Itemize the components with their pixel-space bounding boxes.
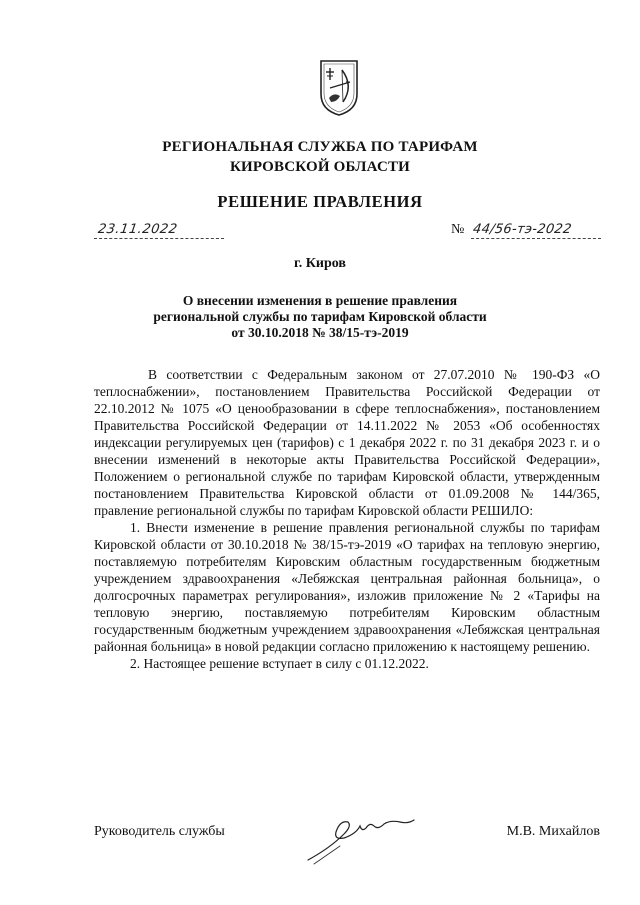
item-2-paragraph: 2. Настоящее решение вступает в силу с 01.12.2022. [130, 656, 429, 671]
date-underline [94, 238, 224, 239]
date-value: 23.11.2022 [96, 222, 179, 237]
coat-of-arms-icon [318, 58, 360, 118]
city: г. Киров [294, 256, 346, 271]
signatory-name: М.В. Михайлов [506, 824, 600, 839]
subject [100, 293, 540, 341]
date-field [94, 218, 224, 242]
org-line-1: РЕГИОНАЛЬНАЯ СЛУЖБА ПО ТАРИФАМ [162, 139, 478, 155]
preamble-paragraph: В соответствии с Федеральным законом от 27.07.2010 № 190-ФЗ «О теплоснабжении», постановлением Правительства Российской Федерации от 22.10.2012 № 1075 «О ценообразовании в сфере теплоснабжения», постановлением Правительства Российской Федерации от 14.11.2022 № 2053 «Об особенностях индексации регулируемых цен (тарифов) с 1 декабря 2022 г. по 31 декабря 2023 г. и о внесении изменений в некоторые акты Правительства Российской Федерации», Положением о региональной службе по тарифам Кировской области, утвержденным постановлением Правительства Кировской области от 01.09.2008 № 144/365, правление региональной службы по тарифам Кировской области РЕШИЛО: [94, 367, 600, 518]
item-1-paragraph: 1. Внести изменение в решение правления региональной службы по тарифам Кировской области от 30.10.2018 № 38/15-тэ-2019 «О тарифах на тепловую энергию, поставляемую потребителям Кировским областным государственным бюджетным учреждением здравоохранения «Лебяжская центральная районная больница», о долгосрочных параметрах регулирования», изложив приложение № 2 «Тарифы на тепловую энергию, поставляемую потребителям Кировским областным государственным бюджетным учреждением здравоохранения «Лебяжская центральная районная больница» в новой редакции согласно приложению к настоящему решению. [94, 520, 600, 654]
document-type: РЕШЕНИЕ ПРАВЛЕНИЯ [217, 192, 423, 211]
subject-line-3: от 30.10.2018 № 38/15-тэ-2019 [231, 325, 409, 340]
number-underline [471, 238, 601, 239]
number-value: 44/56-тэ-2022 [471, 222, 573, 237]
subject-line-1: О внесении изменения в решение правления [182, 293, 458, 308]
organization-name [0, 137, 640, 177]
number-field [451, 218, 601, 242]
org-line-2: КИРОВСКОЙ ОБЛАСТИ [229, 159, 411, 175]
number-sign: № [451, 222, 465, 237]
subject-line-2: региональной службы по тарифам Кировской области [153, 309, 487, 324]
document-body [94, 366, 600, 672]
signatory-role: Руководитель службы [94, 824, 225, 839]
signature-icon [300, 808, 420, 868]
